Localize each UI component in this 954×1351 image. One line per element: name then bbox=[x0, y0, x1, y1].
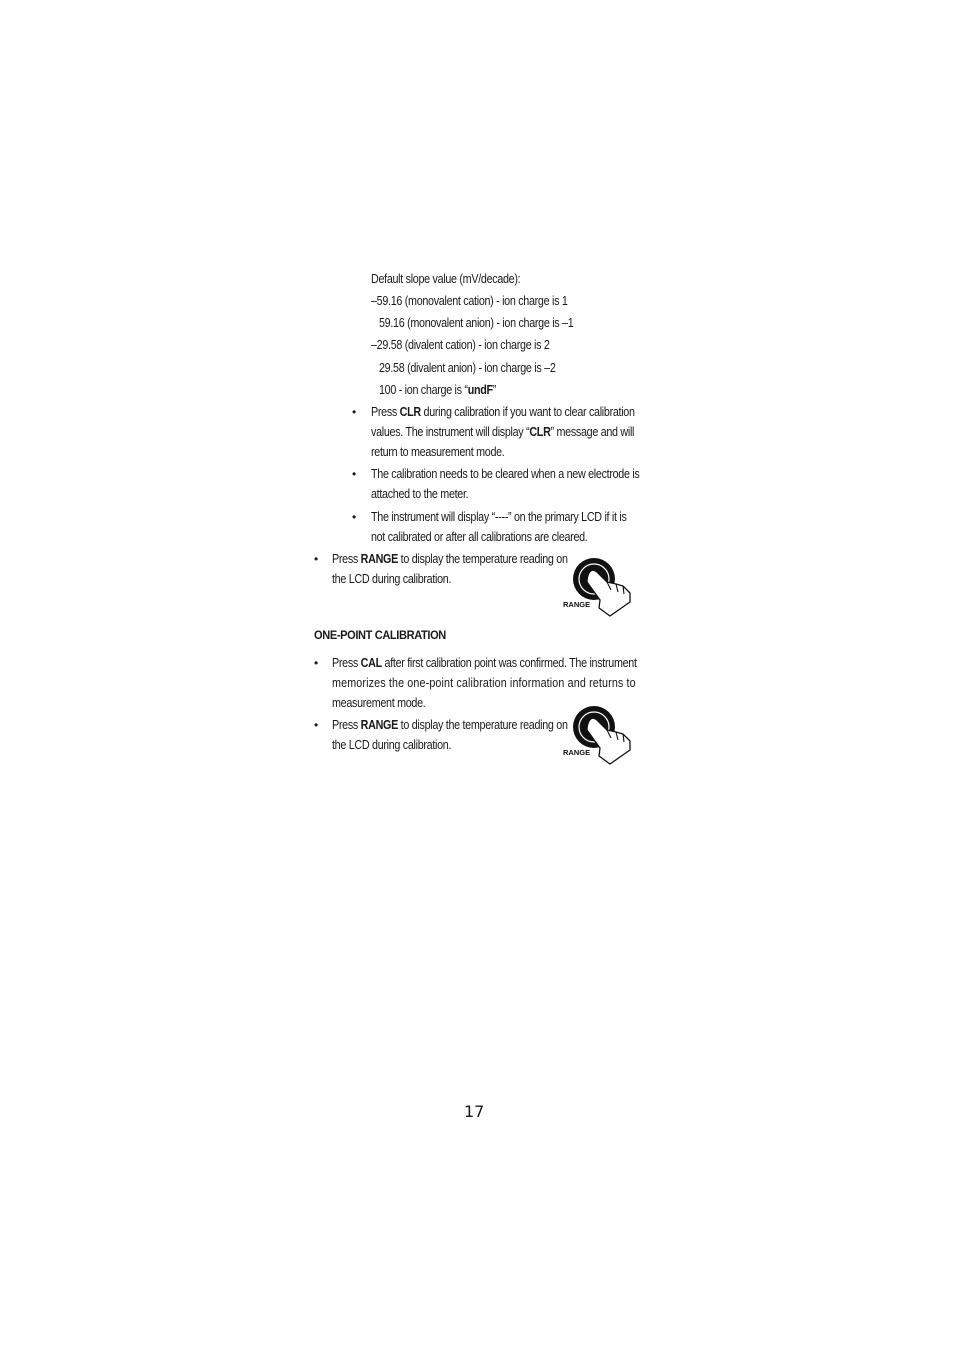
clr-line-3: return to measurement mode. bbox=[371, 445, 505, 459]
clr-line-1: Press CLR during calibration if you want to clear calibration bbox=[371, 405, 635, 419]
clr-key: CLR bbox=[399, 405, 421, 419]
bullet: • bbox=[352, 405, 357, 419]
undf-key: undF bbox=[467, 383, 493, 397]
clr-display-key: CLR bbox=[529, 425, 551, 439]
slope-undf-line: 100 - ion charge is “undF” bbox=[379, 383, 497, 397]
not-calibrated-line-2: not calibrated or after all calibrations are cleared. bbox=[371, 530, 588, 544]
pointing-hand-icon bbox=[560, 700, 634, 766]
bullet: • bbox=[314, 552, 319, 566]
clr-line-2: values. The instrument will display “CLR” message and will bbox=[371, 425, 635, 439]
slope-monovalent-cation: –59.16 (monovalent cation) - ion charge is 1 bbox=[371, 294, 568, 308]
slope-divalent-cation: –29.58 (divalent cation) - ion charge is 2 bbox=[371, 338, 550, 352]
bullet: • bbox=[352, 467, 357, 481]
slope-divalent-anion: 29.58 (divalent anion) - ion charge is –2 bbox=[379, 361, 556, 375]
not-calibrated-line-1: The instrument will display “----” on the primary LCD if it is bbox=[371, 510, 627, 524]
cal-key: CAL bbox=[360, 656, 382, 670]
range-button-illustration-second bbox=[560, 700, 634, 766]
electrode-line-1: The calibration needs to be cleared when a new electrode is bbox=[371, 467, 640, 481]
cal-line-3: measurement mode. bbox=[332, 696, 426, 710]
range-line-2-second: the LCD during calibration. bbox=[332, 738, 452, 752]
electrode-line-2: attached to the meter. bbox=[371, 487, 469, 501]
range-line-1: Press RANGE to display the temperature reading on bbox=[332, 552, 568, 566]
range-line-2: the LCD during calibration. bbox=[332, 572, 452, 586]
pointing-hand-icon bbox=[560, 552, 634, 618]
range-button-label: RANGE bbox=[563, 600, 591, 609]
page-number: 17 bbox=[464, 1102, 485, 1121]
range-button-illustration bbox=[560, 552, 634, 618]
cal-line-2: memorizes the one-point calibration information and returns to bbox=[332, 676, 636, 690]
range-button-label-second: RANGE bbox=[563, 748, 591, 757]
range-key-second: RANGE bbox=[360, 718, 398, 732]
cal-line-1: Press CAL after first calibration point was confirmed. The instrument bbox=[332, 656, 637, 670]
bullet: • bbox=[352, 510, 357, 524]
slope-monovalent-anion: 59.16 (monovalent anion) - ion charge is –1 bbox=[379, 316, 574, 330]
section-title: ONE-POINT CALIBRATION bbox=[314, 628, 446, 642]
range-line-1-second: Press RANGE to display the temperature reading on bbox=[332, 718, 568, 732]
slope-heading: Default slope value (mV/decade): bbox=[371, 272, 521, 286]
bullet: • bbox=[314, 718, 319, 732]
bullet: • bbox=[314, 656, 319, 670]
range-key: RANGE bbox=[360, 552, 398, 566]
